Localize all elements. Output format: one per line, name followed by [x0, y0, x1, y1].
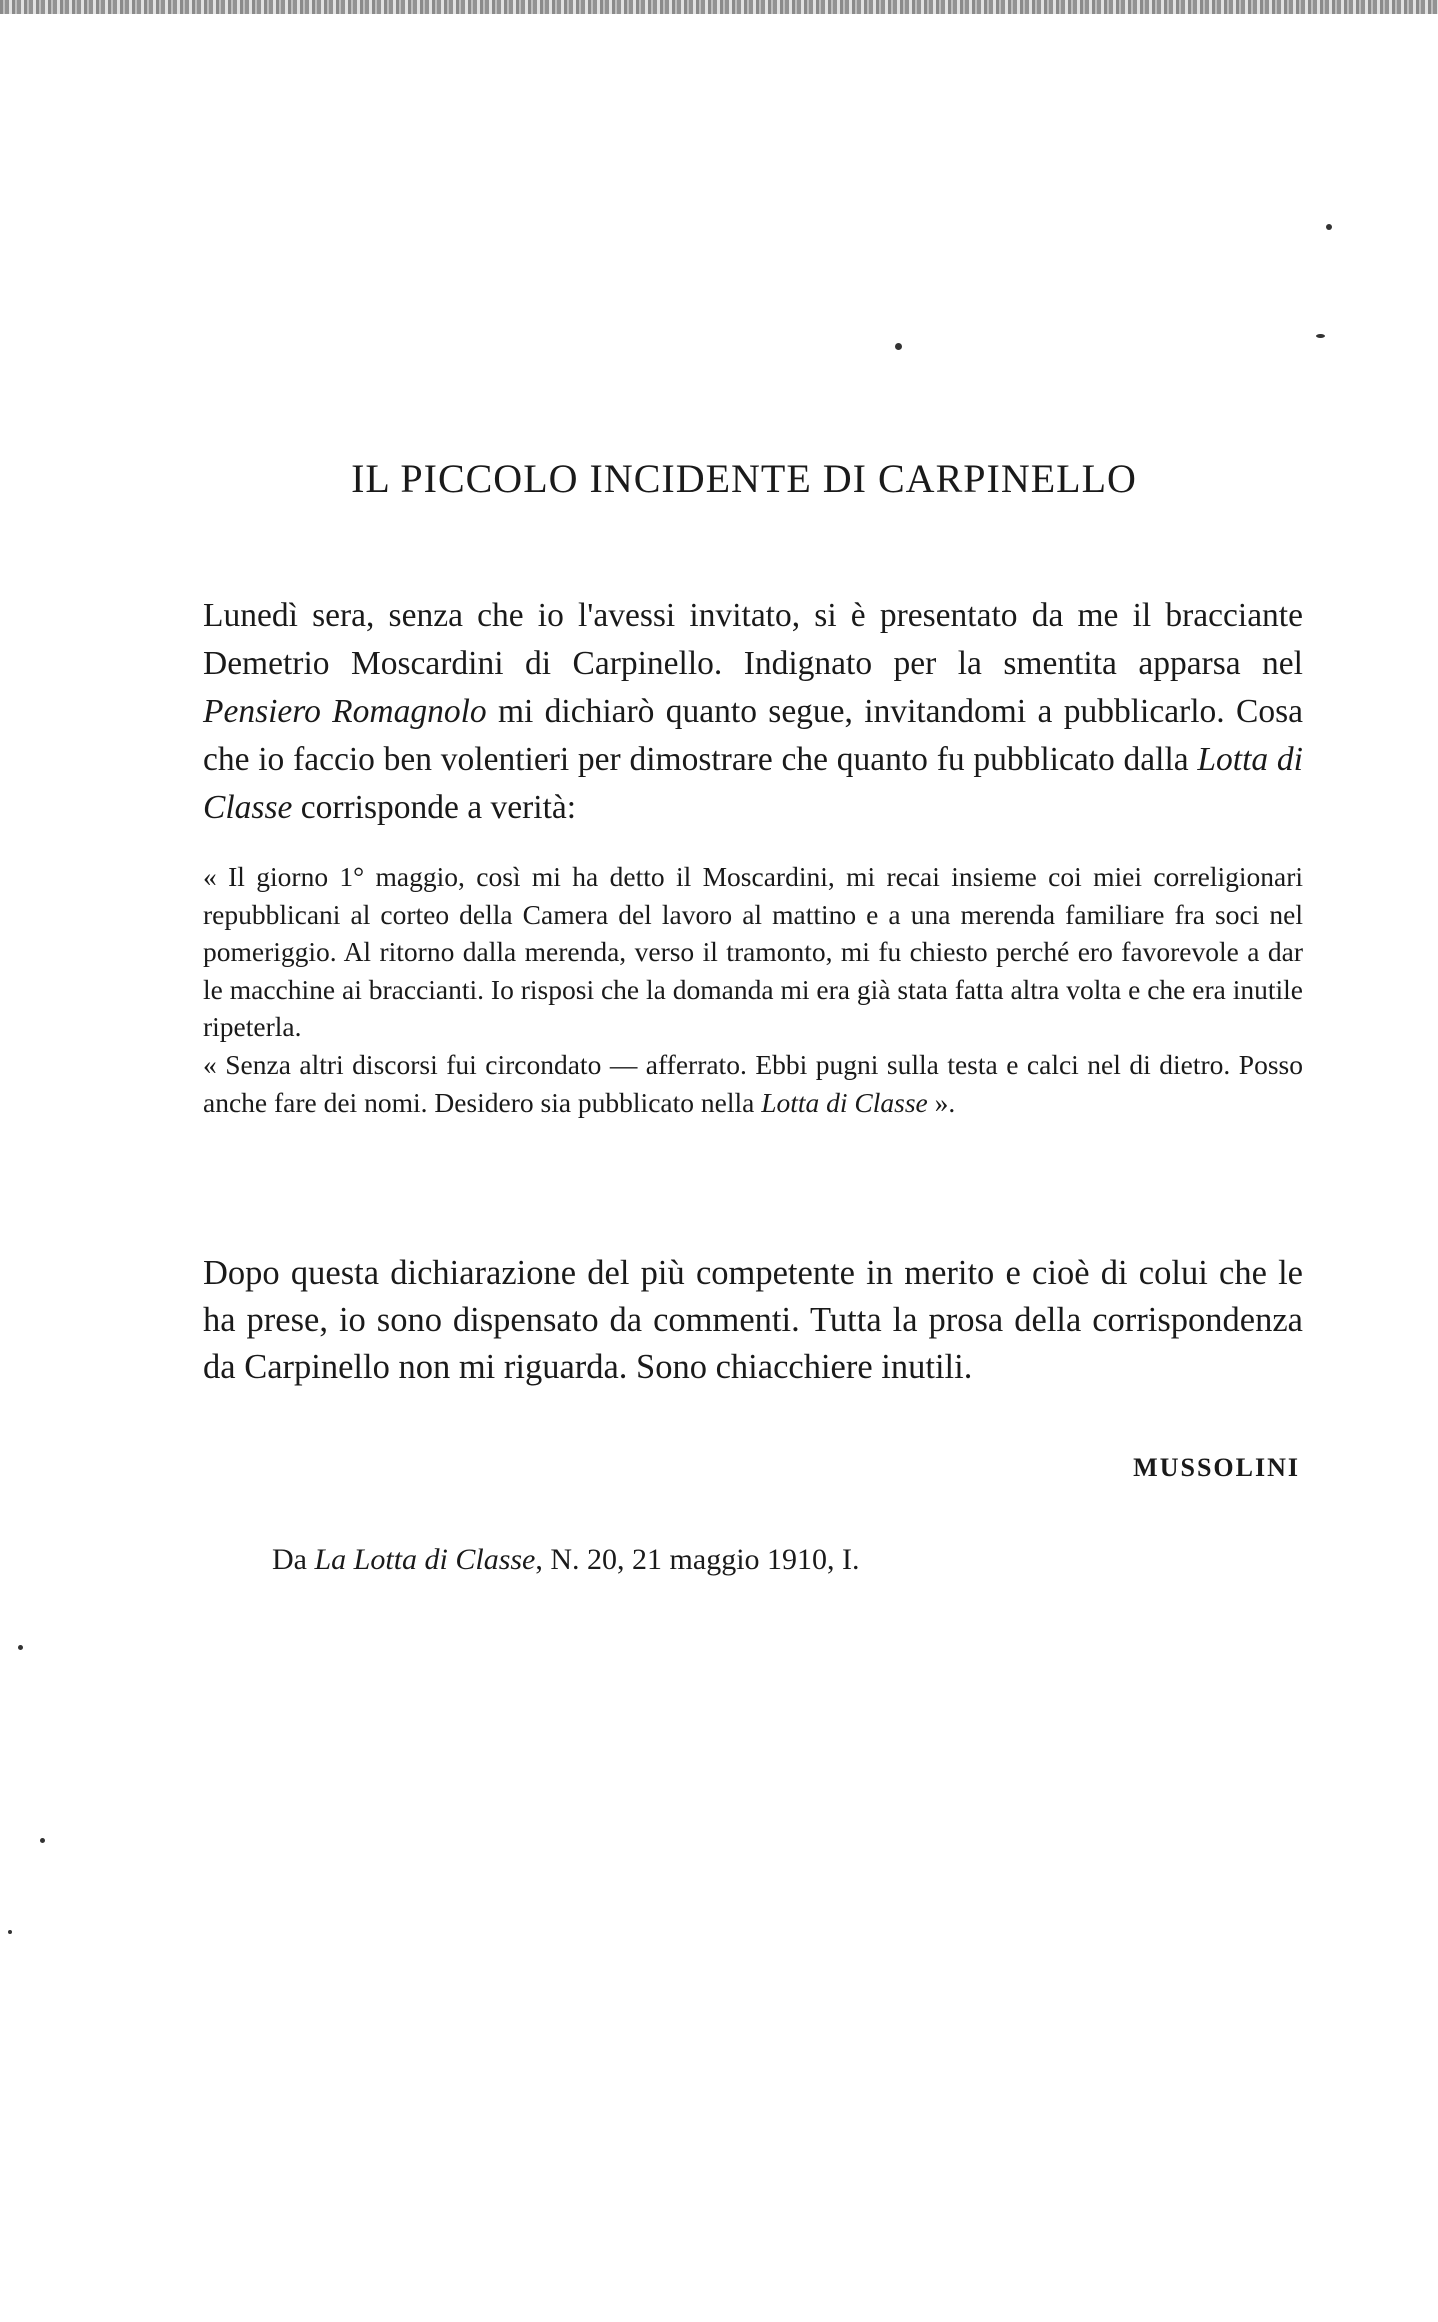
scan-speck [18, 1645, 23, 1650]
source-details: , N. 20, 21 maggio 1910, I. [535, 1543, 860, 1576]
scan-speck [895, 343, 902, 350]
source-publication: La Lotta di Classe [314, 1543, 536, 1576]
intro-italic-pensiero: Pensiero Romagnolo [203, 693, 487, 730]
intro-text-2: mi dichiarò quanto segue, invitandomi a pubblicarlo. Cosa che io faccio ben volentieri per dimostrare che quanto fu pubblicato dalla [203, 693, 1303, 778]
quote-paragraph-2 [203, 1046, 1303, 1121]
scan-speck [40, 1838, 45, 1843]
scan-speck [1316, 334, 1325, 338]
intro-italic-lotta: Lotta di Classe [203, 741, 1303, 826]
quote-end: ». [927, 1086, 956, 1118]
quoted-statement [203, 858, 1303, 1121]
scan-edge-noise [0, 0, 1438, 14]
quote-text-2: « Senza altri discorsi fui circondato — afferrato. Ebbi pugni sulla testa e calci nel di dietro. Posso anche fare dei nomi. Desidero sia pubblicato nella [203, 1048, 1303, 1118]
intro-text-1: Lunedì sera, senza che io l'avessi invitato, si è presentato da me il bracciante Demetrio Moscardini di Carpinello. Indignato per la smentita apparsa nel [203, 597, 1303, 682]
scan-speck [8, 1930, 12, 1934]
scan-speck [1326, 224, 1332, 230]
article-title: IL PICCOLO INCIDENTE DI CARPINELLO [351, 456, 1137, 501]
intro-text-3: corrisponde a verità: [292, 789, 577, 826]
conclusion-paragraph: Dopo questa dichiarazione del più competente in merito e cioè di colui che le ha prese, io sono dispensato da commenti. Tutta la prosa della corrispondenza da Carpinello non mi riguarda. Sono chiacchiere inutili. [203, 1254, 1303, 1386]
author-signature: MUSSOLINI [1133, 1453, 1300, 1482]
intro-paragraph [203, 592, 1303, 832]
quote-italic-lotta: Lotta di Classe [761, 1086, 928, 1118]
quote-paragraph-1: « Il giorno 1° maggio, così mi ha detto il Moscardini, mi recai insieme coi miei correligionari repubblicani al corteo della Camera del lavoro al mattino e a una merenda familiare fra soci nel pomeriggio. Al ritorno dalla merenda, verso il tramonto, mi fu chiesto perché ero favorevole a dar le macchine ai braccianti. Io risposi che la domanda mi era già stata fatta altra volta e che era inutile ripeterla. [203, 861, 1303, 1043]
source-citation [272, 1543, 860, 1577]
source-prefix: Da [272, 1543, 315, 1576]
